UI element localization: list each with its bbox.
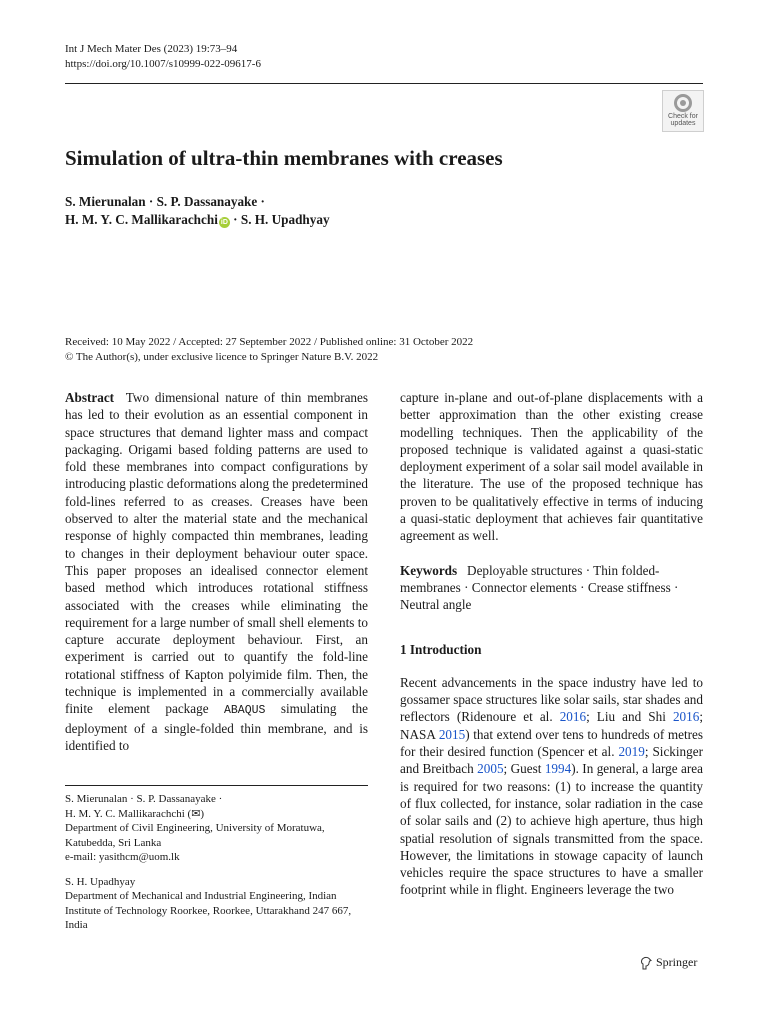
citation-link[interactable]: 1994 [544, 761, 572, 777]
software-name: ABAQUS [223, 704, 266, 718]
introduction-paragraph: Recent advancements in the space industry have led to gossamer space structures like solar sails, star shades and reflectors (Ridenoure et al. 2016; Liu and Shi 2016; NASA 2015) that extend over tens to hundreds of metres for their desired function (Spencer et al. 2019; Sickinger and Breitbach 2005; Guest 1994). In general, a large area is required for two reasons: (1) to increase the quantity of flux collected, for instance, solar radiation in the case of solar sails and (2) to achieve high aperture, thus high spatial resolution of signals transmitted from the space. However, the limitations in stowage capacity of launch vehicles require the space structures to have a smaller footprint while in flight. Engineers leverage the two [400, 674, 703, 898]
publication-dates [65, 335, 473, 364]
author-line-1: S. Mierunalan · S. P. Dassanayake · [65, 194, 265, 209]
envelope-icon[interactable]: ✉ [191, 807, 201, 820]
author-list [65, 193, 330, 229]
citation-link[interactable]: 2016 [672, 709, 700, 725]
author-mallikarachchi: H. M. Y. C. Mallikarachchi [65, 212, 218, 227]
affil-2-department: Department of Mechanical and Industrial Engineering, Indian Institute of Technology Roorkee, Roorkee, Uttarakhand 247 667, India [65, 890, 352, 931]
springer-horse-icon [640, 956, 652, 970]
author-line-2 [65, 211, 330, 229]
citation-link[interactable]: 2019 [618, 744, 645, 760]
orcid-icon[interactable]: iD [220, 219, 228, 226]
abstract-label: Abstract [65, 390, 115, 405]
citation-link[interactable]: 2005 [477, 761, 504, 777]
abstract-text-2: simulating the deployment of a single-folded thin membrane, and is identified to [65, 701, 369, 753]
right-column [400, 389, 703, 899]
affil-1-corresponding: H. M. Y. C. Mallikarachchi (✉) [65, 807, 205, 820]
header-rule [65, 83, 703, 84]
affil-1-department: Department of Civil Engineering, University of Moratuwa, Katubedda, Sri Lanka [65, 822, 325, 849]
copyright-notice: © The Author(s), under exclusive licence to Springer Nature B.V. 2022 [65, 350, 379, 363]
affil-1-names: S. Mierunalan · S. P. Dassanayake · [65, 793, 223, 805]
article-title: Simulation of ultra-thin membranes with creases [65, 146, 503, 170]
crossmark-icon [674, 94, 692, 112]
abstract-section [65, 389, 368, 754]
section-heading-introduction: 1 Introduction [400, 641, 482, 657]
affil-2-name: S. H. Upadhyay [65, 875, 136, 888]
publisher-name: Springer [656, 955, 698, 969]
affiliations [65, 792, 368, 933]
keywords-section [400, 562, 703, 614]
abstract-text-1: Two dimensional nature of thin membranes has led to their evolution as an essential component in space structures that demand lighter mass and compact packaging. Origami based folding patterns are used to fold these membranes into compact configurations by introducing plastic deformations along the predetermined fold-lines referred to as creases. Creases have been observed to alter the material state and the mechanical response of highly compacted thin membranes, leading to changes in their deployment behaviour outer space. This paper proposes an idealised connector element based method which introduces rotational stiffness associated with the creases while eliminating the requirement for a large number of small shell elements to capture accurate deployment behaviour. First, an experiment is carried out to quantify the fold-line rotational stiffness of Kapton polyimide film. Then, the technique is implemented in a commercially available finite element package [65, 390, 369, 717]
citation-link[interactable]: 2016 [559, 709, 587, 725]
doi-link[interactable]: https://doi.org/10.1007/s10999-022-09617-6 [65, 58, 261, 70]
footnote-rule [65, 785, 368, 786]
citation-link[interactable]: 2015 [438, 726, 466, 742]
keywords-label: Keywords [400, 562, 458, 578]
crossmark-label: Check for updates [668, 113, 698, 127]
publisher-logo [640, 955, 697, 970]
crossmark-badge[interactable] [662, 90, 704, 132]
affil-1-email[interactable]: e-mail: yasithcm@uom.lk [65, 851, 180, 863]
keywords-text: Deployable structures · Thin folded-membranes · Connector elements · Crease stiffness · Neutral angle [400, 562, 679, 613]
author-upadhyay: · S. H. Upadhyay [229, 212, 330, 227]
abstract-continued: capture in-plane and out-of-plane displacements with a better approximation than the other existing crease modelling techniques. Then the applicability of the proposed technique is validated against a quasi-static deployment experiment of a solar sail model available in the literature. The use of the proposed technique has proven to be qualitatively effective in terms of inducing a quasi-static deployment that achieves fair quantitative agreement as well. [400, 390, 703, 544]
history-dates: Received: 10 May 2022 / Accepted: 27 September 2022 / Published online: 31 October 2022 [65, 336, 474, 348]
journal-citation: Int J Mech Mater Des (2023) 19:73–94 [65, 43, 238, 55]
